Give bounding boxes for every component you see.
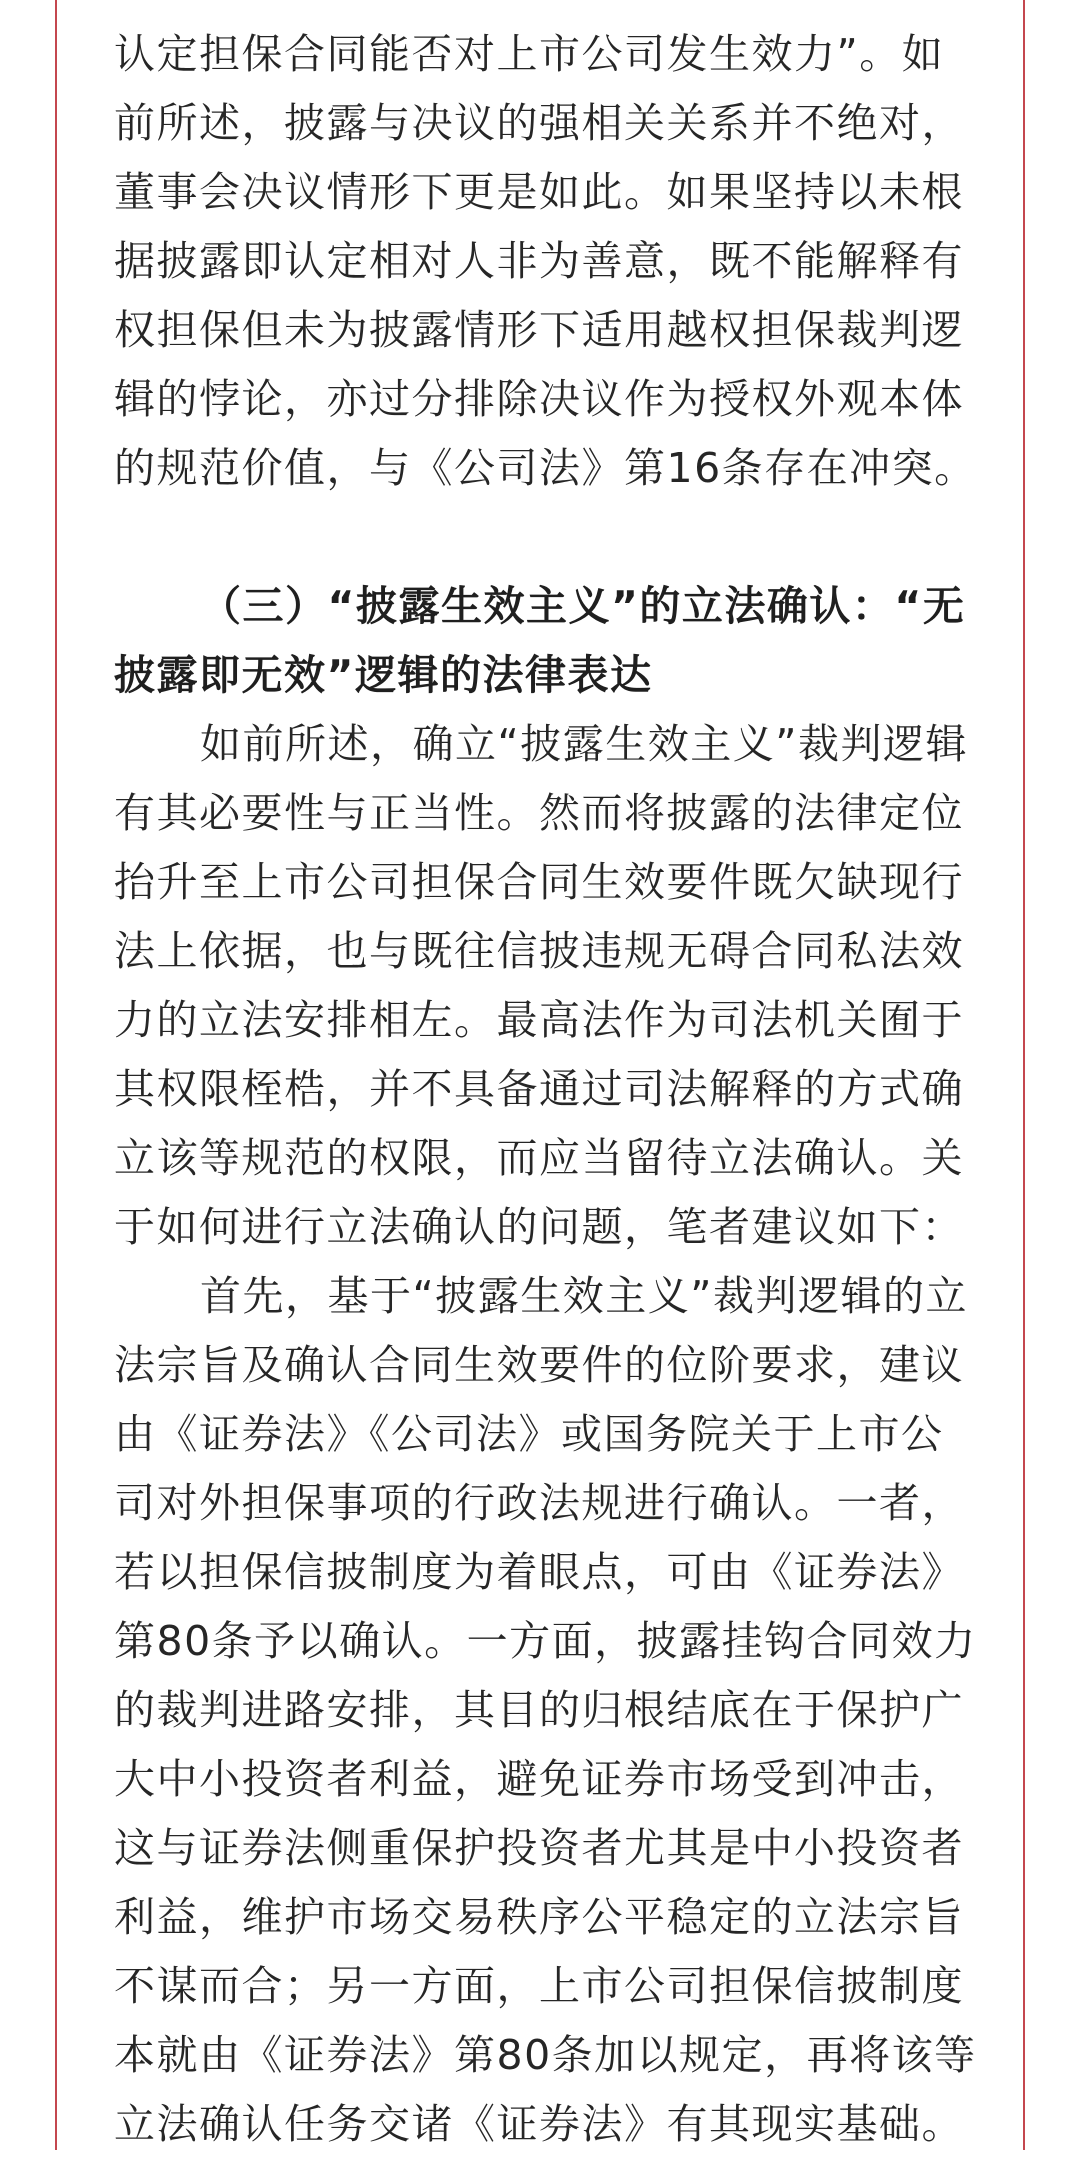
section-heading bbox=[114, 572, 972, 710]
paragraph-gap bbox=[114, 503, 972, 572]
paragraph-3 bbox=[114, 1262, 977, 2159]
text-line: 大中小投资者利益，避免证券市场受到冲击， bbox=[114, 1755, 964, 1803]
heading-line: （三）“披露生效主义”的立法确认：“无 bbox=[200, 582, 966, 630]
text-line: 抬升至上市公司担保合同生效要件既欠缺现行 bbox=[114, 858, 964, 906]
text-line: 这与证券法侧重保护投资者尤其是中小投资者 bbox=[114, 1824, 964, 1872]
text-line: 第80条予以确认。一方面，披露挂钩合同效力 bbox=[114, 1617, 977, 1665]
text-line: 的裁判进路安排，其目的归根结底在于保护广 bbox=[114, 1686, 964, 1734]
text-line: 辑的悖论，亦过分排除决议作为授权外观本体 bbox=[114, 375, 964, 423]
text-line: 据披露即认定相对人非为善意，既不能解释有 bbox=[114, 237, 964, 285]
heading-line: 披露即无效”逻辑的法律表达 bbox=[114, 651, 653, 699]
right-border-line bbox=[1023, 0, 1025, 2150]
article-body bbox=[114, 20, 977, 2159]
text-line: 力的立法安排相左。最高法作为司法机关囿于 bbox=[114, 996, 964, 1044]
text-line: 其权限桎梏，并不具备通过司法解释的方式确 bbox=[114, 1065, 964, 1113]
text-line: 的规范价值，与《公司法》第16条存在冲突。 bbox=[114, 444, 977, 492]
text-line: 立该等规范的权限，而应当留待立法确认。关 bbox=[114, 1134, 964, 1182]
text-line: 首先，基于“披露生效主义”裁判逻辑的立 bbox=[200, 1272, 968, 1320]
text-line: 如前所述，确立“披露生效主义”裁判逻辑 bbox=[200, 720, 968, 768]
text-line: 法上依据，也与既往信披违规无碍合同私法效 bbox=[114, 927, 964, 975]
text-line: 有其必要性与正当性。然而将披露的法律定位 bbox=[114, 789, 964, 837]
text-line: 董事会决议情形下更是如此。如果坚持以未根 bbox=[114, 168, 964, 216]
left-border-line bbox=[55, 0, 57, 2150]
text-line: 本就由《证券法》第80条加以规定，再将该等 bbox=[114, 2031, 977, 2079]
text-line: 于如何进行立法确认的问题，笔者建议如下： bbox=[114, 1203, 964, 1251]
text-line: 不谋而合；另一方面，上市公司担保信披制度 bbox=[114, 1962, 964, 2010]
text-line: 若以担保信披制度为着眼点，可由《证券法》 bbox=[114, 1548, 964, 1596]
text-line: 立法确认任务交诸《证券法》有其现实基础。 bbox=[114, 2100, 964, 2148]
text-line: 权担保但未为披露情形下适用越权担保裁判逻 bbox=[114, 306, 964, 354]
text-line: 由《证券法》《公司法》或国务院关于上市公 bbox=[114, 1410, 944, 1458]
text-line: 认定担保合同能否对上市公司发生效力”。如 bbox=[114, 30, 945, 78]
paragraph-2 bbox=[114, 710, 972, 1262]
text-line: 司对外担保事项的行政法规进行确认。一者， bbox=[114, 1479, 964, 1527]
text-line: 法宗旨及确认合同生效要件的位阶要求，建议 bbox=[114, 1341, 964, 1389]
text-line: 前所述，披露与决议的强相关关系并不绝对， bbox=[114, 99, 964, 147]
text-line: 利益，维护市场交易秩序公平稳定的立法宗旨 bbox=[114, 1893, 964, 1941]
paragraph-1 bbox=[114, 20, 977, 503]
